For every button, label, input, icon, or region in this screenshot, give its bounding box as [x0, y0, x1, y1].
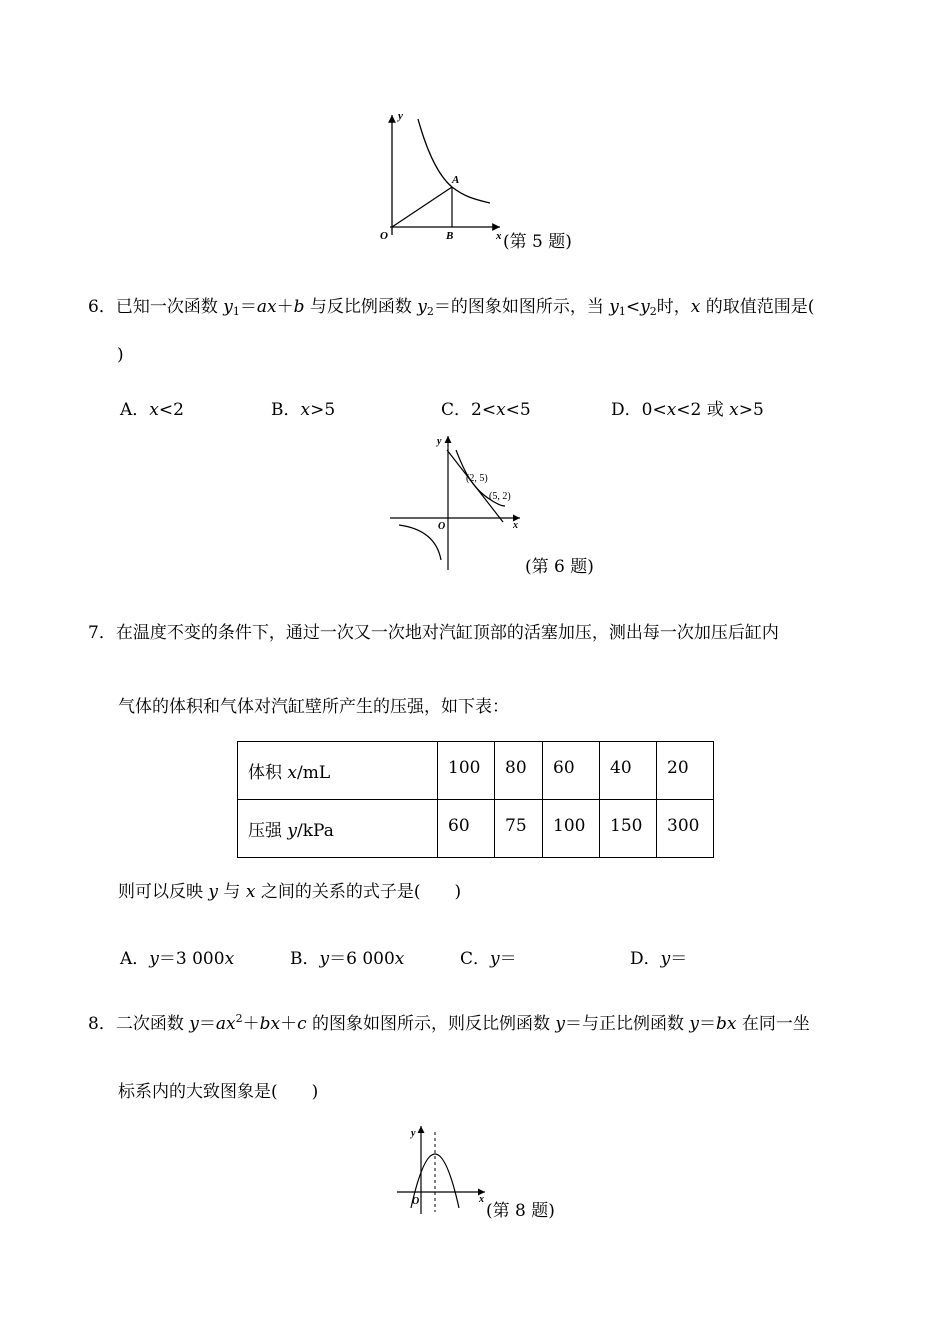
q6-line: [447, 450, 503, 522]
q7-row2-label: 压强 y/kPa: [238, 800, 438, 858]
q6-stem-close: ): [117, 345, 124, 365]
q7-cell: 75: [495, 800, 543, 858]
q6-hyperbola-left: [399, 525, 441, 560]
q6-option-d[interactable]: D．0<x<2 或 x>5: [611, 400, 764, 420]
q8-label-x: x: [479, 1194, 484, 1205]
q5-label-y: y: [398, 110, 403, 122]
q6-label-x: x: [513, 520, 518, 531]
table-row: [238, 800, 714, 858]
q7-cell: 300: [657, 800, 714, 858]
q7-cell: 80: [495, 742, 543, 800]
q7-row1-label: 体积 x/mL: [238, 742, 438, 800]
q7-cell: 60: [438, 800, 495, 858]
q8-stem-line1: 8．二次函数 $y=ax^2+bx+c$ 的图象如图所示，则反比例函数 y＝与正比例函数 y＝bx 在同一坐: [88, 1012, 810, 1034]
q5-label-b: B: [446, 230, 454, 242]
q7-cell: 150: [600, 800, 657, 858]
q7-option-b[interactable]: B．y＝6 000x: [290, 949, 405, 969]
table-row: [238, 742, 714, 800]
q7-option-a[interactable]: A．y＝3 000x: [120, 949, 235, 969]
q7-cell: 40: [600, 742, 657, 800]
q5-segment-oa: [392, 187, 452, 227]
q6-option-c[interactable]: C．2<x<5: [441, 400, 531, 420]
q6-stem: 6．已知一次函数 $y_1=ax+b$ 与反比例函数 $y_2=$的图象如图所示，当 $y_1<y_2$时，x 的取值范围是(: [88, 297, 815, 318]
q7-question: 则可以反映 y 与 x 之间的关系的式子是( ): [118, 882, 462, 902]
q5-graph: [370, 105, 510, 245]
q7-cell: 20: [657, 742, 714, 800]
q7-cell: 60: [543, 742, 600, 800]
q6-label-p2: (5, 2): [489, 491, 511, 502]
q8-label-o: O: [412, 1196, 420, 1207]
q5-caption: (第 5 题): [503, 232, 572, 252]
q7-table: [237, 741, 714, 858]
q7-stem-line2: 气体的体积和气体对汽缸壁所产生的压强，如下表：: [118, 697, 509, 717]
q6-option-a[interactable]: A．x<2: [120, 400, 184, 420]
q8-label-y: y: [411, 1128, 416, 1139]
q8-stem-line2: 标系内的大致图象是( ): [118, 1082, 319, 1102]
q7-cell: 100: [438, 742, 495, 800]
q6-graph: [385, 430, 530, 575]
q6-caption: (第 6 题): [525, 557, 594, 577]
q5-hyperbola: [418, 119, 490, 203]
q5-label-x: x: [496, 230, 502, 242]
q6-label-p1: (2, 5): [466, 473, 488, 484]
q5-label-o: O: [380, 230, 388, 242]
q8-graph: [395, 1120, 495, 1220]
q8-caption: (第 8 题): [486, 1201, 555, 1221]
q7-stem-line1: 7．在温度不变的条件下，通过一次又一次地对汽缸顶部的活塞加压，测出每一次加压后缸内: [88, 623, 779, 643]
q7-option-c[interactable]: C．y＝: [460, 949, 517, 969]
q6-label-o: O: [438, 521, 446, 532]
q7-cell: 100: [543, 800, 600, 858]
q5-label-a: A: [452, 174, 460, 186]
q6-label-y: y: [437, 436, 442, 447]
q7-option-d[interactable]: D．y＝: [630, 949, 688, 969]
q6-option-b[interactable]: B．x>5: [271, 400, 336, 420]
